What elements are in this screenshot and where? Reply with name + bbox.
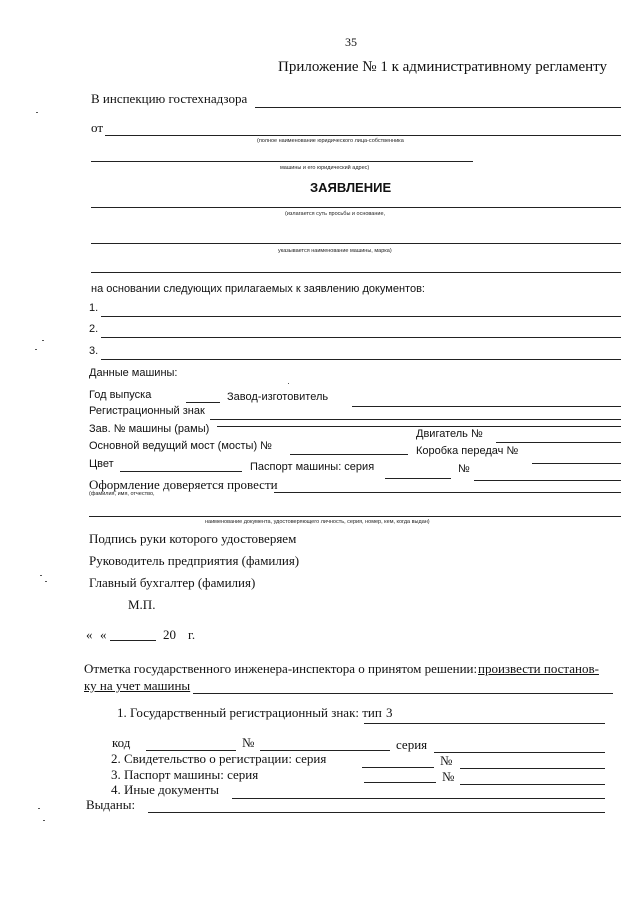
accountant-label: Главный бухгалтер (фамилия) xyxy=(89,575,256,590)
reg-sign-label: Регистрационный знак xyxy=(89,405,205,417)
color-field[interactable] xyxy=(120,471,242,472)
seal-label: М.П. xyxy=(128,597,156,612)
machine-passport-series-label: 3. Паспорт машины: серия xyxy=(111,767,259,782)
other-documents-label: 4. Иные документы xyxy=(111,782,220,797)
certificate-number-field[interactable] xyxy=(460,768,605,769)
certificate-series-field[interactable] xyxy=(362,767,434,768)
person-hint: (фамилия, имя, отчество, xyxy=(89,491,155,497)
axle-label: Основной ведущий мост (мосты) № xyxy=(89,440,272,452)
passport-series-field[interactable] xyxy=(385,478,451,479)
reg-plate-type-value: 3 xyxy=(386,705,393,720)
from-label: от xyxy=(91,120,104,135)
date-year-prefix: 20 xyxy=(163,627,176,642)
request-field-2[interactable] xyxy=(91,243,621,244)
year-field[interactable] xyxy=(186,402,220,403)
to-field[interactable] xyxy=(255,107,621,108)
doc-title: ЗАЯВЛЕНИЕ xyxy=(310,180,392,195)
inspector-mark-label: Отметка государственного инженера-инспектора о принятом решении: xyxy=(84,661,478,676)
owner-hint: (полное наименование юридического лица-собственника xyxy=(257,138,404,144)
date-day-month-field[interactable] xyxy=(110,640,156,641)
plate-series-field[interactable] xyxy=(434,752,605,753)
machine-passport-number-label: № xyxy=(442,769,455,784)
scan-speck xyxy=(45,581,47,582)
passport-number-label: № xyxy=(458,463,470,475)
manufacturer-label: Завод-изготовитель xyxy=(227,391,329,403)
witness-label: Подпись руки которого удостоверяем xyxy=(89,531,297,546)
director-label: Руководитель предприятия (фамилия) xyxy=(89,553,300,568)
code-label: код xyxy=(112,735,131,750)
appendix-title: Приложение № 1 к административному регламенту xyxy=(278,59,608,75)
attachment-1-field[interactable] xyxy=(101,316,621,317)
issued-field[interactable] xyxy=(148,812,605,813)
request-field-3[interactable] xyxy=(91,272,621,273)
plate-number-label: № xyxy=(242,735,255,750)
frame-no-field[interactable] xyxy=(217,426,621,427)
scan-speck xyxy=(42,340,44,341)
machine-passport-number-field[interactable] xyxy=(460,784,605,785)
reg-sign-field[interactable] xyxy=(210,419,621,420)
manufacturer-field[interactable] xyxy=(352,406,621,407)
address-hint: машины и его юридический адрес) xyxy=(280,165,370,171)
proxy-field-1[interactable] xyxy=(274,492,621,493)
reg-plate-type-label: 1. Государственный регистрационный знак: тип xyxy=(117,705,382,720)
owner-field-2[interactable] xyxy=(91,161,473,162)
to-label: В инспекцию гостехнадзора xyxy=(91,91,248,106)
plate-series-label: серия xyxy=(396,737,428,752)
axle-field[interactable] xyxy=(290,454,408,455)
gearbox-label: Коробка передач № xyxy=(416,445,519,457)
scan-speck xyxy=(38,808,40,809)
scan-speck xyxy=(36,112,38,113)
other-documents-field[interactable] xyxy=(232,798,605,799)
attachment-1-label: 1. xyxy=(89,302,99,314)
certificate-series-label: 2. Свидетельство о регистрации: серия xyxy=(111,751,327,766)
proxy-label: Оформление доверяется провести xyxy=(89,477,278,492)
request-hint: (излагается суть просьбы и основание, xyxy=(285,211,386,217)
request-field-1[interactable] xyxy=(91,207,621,208)
decision-text-2: ку на учет машины xyxy=(84,678,191,693)
attachment-2-label: 2. xyxy=(89,323,99,335)
date-year-suffix: г. xyxy=(188,627,196,642)
attachment-3-label: 3. xyxy=(89,345,99,357)
issued-label: Выданы: xyxy=(86,797,136,812)
document-hint: наименование документа, удостоверяющего личность, серия, номер, кем, когда выдан) xyxy=(205,519,430,525)
passport-series-label: Паспорт машины: серия xyxy=(250,461,375,473)
proxy-field-2[interactable] xyxy=(89,516,621,517)
machine-passport-series-field[interactable] xyxy=(364,782,436,783)
decision-field[interactable] xyxy=(193,693,613,694)
gearbox-field[interactable] xyxy=(532,463,621,464)
attachments-intro: на основании следующих прилагаемых к заявлению документов: xyxy=(91,283,425,295)
scan-speck xyxy=(43,820,45,821)
frame-no-label: Зав. № машины (рамы) xyxy=(89,423,210,435)
decision-text-1: произвести постанов- xyxy=(478,661,599,676)
certificate-number-label: № xyxy=(440,753,453,768)
date-quote-second: « xyxy=(100,627,107,642)
machine-data-heading: Данные машины: xyxy=(89,367,178,379)
reg-plate-type-field[interactable] xyxy=(364,723,605,724)
passport-number-field[interactable] xyxy=(474,480,621,481)
engine-field[interactable] xyxy=(496,442,621,443)
attachment-2-field[interactable] xyxy=(101,337,621,338)
attachment-3-field[interactable] xyxy=(101,359,621,360)
scan-speck xyxy=(40,575,42,576)
from-field[interactable] xyxy=(105,135,621,136)
engine-label: Двигатель № xyxy=(416,428,483,440)
scan-speck xyxy=(35,349,37,350)
machine-hint: указывается наименование машины, марка) xyxy=(278,248,392,254)
color-label: Цвет xyxy=(89,458,114,470)
scan-speck xyxy=(288,383,289,384)
page-number: 35 xyxy=(345,35,357,49)
date-quote-open: « xyxy=(86,627,93,642)
year-label: Год выпуска xyxy=(89,389,152,401)
